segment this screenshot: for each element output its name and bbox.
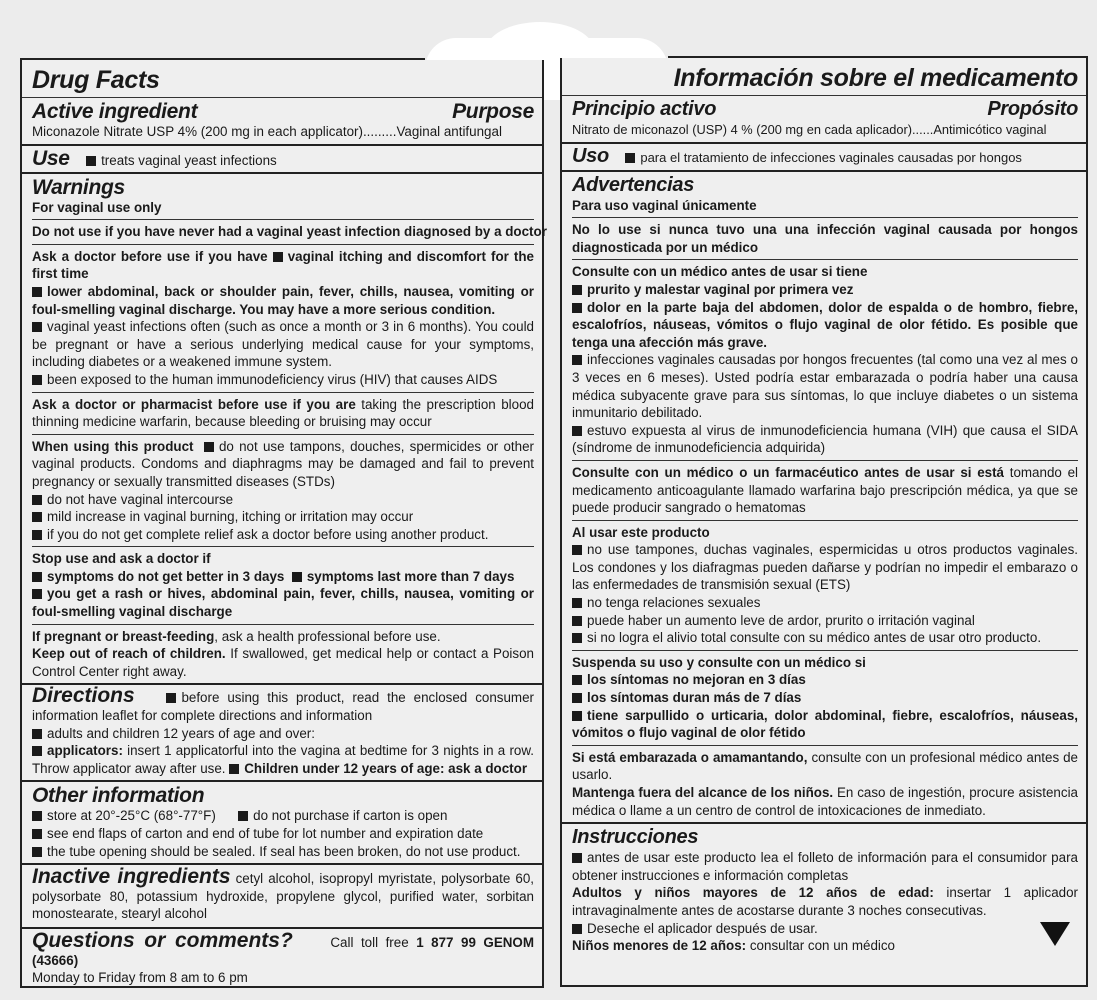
directions-item: insert 1 applicatorful into the vagina at bedtime for 3 nights in a row. Throw applicator away after use. <box>32 743 534 776</box>
warnings-section <box>562 170 1086 823</box>
phone-number[interactable]: 1 877 99 GENOM (43666) <box>32 934 534 968</box>
when-using-item: puede haber un aumento leve de ardor, prurito o irritación vaginal <box>587 612 975 628</box>
ask-pharmacist-block <box>32 392 534 431</box>
active-ingredient-heading: Principio activo <box>572 98 717 120</box>
bullet-icon <box>572 633 582 643</box>
pregnancy-block <box>32 624 534 681</box>
stop-use-item: you get a rash or hives, abdominal pain, fever, chills, nausea, vomiting or foul-smelling vaginal discharge <box>32 586 534 620</box>
bullet-icon <box>32 287 42 297</box>
bullet-icon <box>572 545 582 555</box>
keep-out-text: If swallowed, get medical help or contact a Poison Control Center right away. <box>32 646 534 679</box>
purpose-heading: Purpose <box>452 100 534 123</box>
children-under-12: Children under 12 years of age: ask a doctor <box>244 760 528 776</box>
other-info-item: do not purchase if carton is open <box>253 808 448 824</box>
when-using-item: if you do not get complete relief ask a doctor before using another product. <box>47 526 489 542</box>
use-text: treats vaginal yeast infections <box>101 152 277 168</box>
down-arrow-icon <box>1040 922 1070 946</box>
bullet-icon <box>572 675 582 685</box>
keep-out-lead: Keep out of reach of children. <box>32 646 226 662</box>
ask-doctor-item: vaginal itching and discomfort for the first time <box>32 248 535 282</box>
vaginal-use-only: For vaginal use only <box>32 199 162 215</box>
stop-use-block <box>32 546 534 620</box>
bullet-icon <box>32 847 42 857</box>
ask-pharmacist-block <box>572 460 1078 517</box>
ask-doctor-item: lower abdominal, back or shoulder pain, fever, chills, nausea, vomiting or foul-smelling vaginal discharge. You may have a more serious condition. <box>32 283 534 317</box>
pregnancy-text: consulte con un profesional médico antes de usarlo. <box>572 749 1079 783</box>
bullet-icon <box>292 572 302 582</box>
active-ingredient-heading: Active ingredient <box>32 100 198 123</box>
questions-heading: Questions or comments? <box>32 928 293 952</box>
bullet-icon <box>572 303 582 313</box>
inactive-ingredients-text: cetyl alcohol, isopropyl myristate, polysorbate 60, polysorbate 80, potassium hydroxide, propylene glycol, purified water, sorbitan monostearate, stearyl alcohol <box>32 871 534 922</box>
active-ingredient-line: Nitrato de miconazol (USP) 4 % (200 mg en cada aplicador)......Antimicótico vaginal <box>572 122 1047 137</box>
other-information-section <box>22 780 542 863</box>
directions-section <box>22 683 542 780</box>
bullet-icon <box>32 495 42 505</box>
when-using-item: no use tampones, duchas vaginales, espermicidas u otros productos vaginales. Los condones y los diafragmas pueden dañarse y podrían no impedir el embarazo o las enfermedades de transmisión sexual (ETS) <box>572 542 1078 593</box>
bullet-icon <box>572 924 582 934</box>
when-using-item: mild increase in vaginal burning, itching or irritation may occur <box>47 509 414 525</box>
directions-heading: Instrucciones <box>572 826 699 849</box>
bullet-icon <box>572 355 582 365</box>
stop-use-item: symptoms do not get better in 3 days <box>47 568 285 584</box>
bullet-icon <box>229 764 239 774</box>
warnings-heading: Warnings <box>32 175 125 199</box>
ask-doctor-item: infecciones vaginales causadas por hongos frecuentes (tal como una vez al mes o 3 veces en 6 meses). Usted podría estar embarazada o podría haber una causa médica subyacente grave para sus síntomas, lo que incluye diabetes o un sistema inmunitario debilitado. <box>572 352 1078 421</box>
bullet-icon <box>572 598 582 608</box>
ask-doctor-lead: Ask a doctor before use if you have <box>32 248 268 264</box>
bullet-icon <box>32 322 42 332</box>
ask-doctor-block <box>572 259 1078 457</box>
stop-use-item: los síntomas duran más de 7 días <box>587 690 802 706</box>
warnings-heading: Advertencias <box>572 173 695 196</box>
do-not-use: No lo use si nunca tuvo una una infección vaginal causada por hongos diagnosticada por un médico <box>572 217 1078 256</box>
ask-pharmacist-text: tomando el medicamento anticoagulante llamado warfarina bajo prescripción médica, ya que se puede producir sangrado o hematomas <box>572 464 1078 516</box>
pregnancy-text: , ask a health professional before use. <box>214 628 441 644</box>
vaginal-use-only: Para uso vaginal únicamente <box>572 197 757 213</box>
directions-item: insertar 1 aplicador intravaginalmente antes de acostarse durante 3 noches consecutivas. <box>572 885 1079 918</box>
when-using-item: do not have vaginal intercourse <box>47 491 234 507</box>
directions-section <box>562 822 1086 956</box>
bullet-icon <box>572 693 582 703</box>
inactive-ingredients-heading: Inactive ingredients <box>32 865 231 889</box>
when-using-lead: Al usar este producto <box>572 524 710 540</box>
use-heading: Use <box>32 146 70 170</box>
ask-doctor-item: estuvo expuesta al virus de inmunodeficiencia humana (VIH) que causa el SIDA (síndrome de inmunodeficiencia adquirida) <box>572 422 1078 456</box>
when-using-block <box>32 434 534 544</box>
other-information-heading: Other information <box>32 784 205 808</box>
title-section <box>562 58 1086 95</box>
drug-facts-panel-spanish <box>560 58 1088 987</box>
bullet-icon <box>572 711 582 721</box>
directions-item: before using this product, read the enclosed consumer information leaflet for complete directions and information <box>32 690 534 724</box>
panel-title: Drug Facts <box>32 66 160 94</box>
title-section <box>22 60 542 97</box>
other-info-item: store at 20°-25°C (68°-77°F) <box>47 808 216 824</box>
active-ingredient-line: Miconazole Nitrate USP 4% (200 mg in each applicator).........Vaginal antifungal <box>32 124 502 139</box>
bullet-icon <box>572 616 582 626</box>
stop-use-item: los síntomas no mejoran en 3 días <box>587 672 806 688</box>
when-using-item: no tenga relaciones sexuales <box>587 595 761 611</box>
use-section <box>22 144 542 172</box>
ask-doctor-item: dolor en la parte baja del abdomen, dolor de espalda o de hombro, fiebre, escalofríos, náuseas, vómitos o flujo vaginal de olor fétido. Es posible que tenga una afección más grave. <box>572 299 1078 350</box>
directions-item: antes de usar este producto lea el folleto de información para el consumidor para obtener instrucciones e información completas <box>572 850 1078 883</box>
ask-pharmacist-lead: Ask a doctor or pharmacist before use if you are <box>32 396 356 412</box>
bullet-icon <box>32 589 42 599</box>
hours: Monday to Friday from 8 am to 6 pm <box>32 970 248 986</box>
pregnancy-lead: Si está embarazada o amamantando, <box>572 749 808 765</box>
purpose-heading: Propósito <box>987 98 1078 120</box>
other-info-item: see end flaps of carton and end of tube for lot number and expiration date <box>47 826 484 841</box>
bullet-icon <box>572 285 582 295</box>
children-lead: Niños menores de 12 años: <box>572 938 747 954</box>
bullet-icon <box>625 153 635 163</box>
directions-item: Deseche el aplicador después de usar. <box>587 920 818 936</box>
bullet-icon <box>32 729 42 739</box>
call-toll-free: Call toll free <box>330 934 417 950</box>
ask-doctor-block <box>32 244 534 389</box>
directions-heading: Directions <box>32 684 135 708</box>
questions-section <box>22 927 542 987</box>
when-using-item: si no logra el alivio total consulte con su médico antes de usar otro producto. <box>587 630 1042 646</box>
panel-title: Información sobre el medicamento <box>673 64 1078 92</box>
warnings-section <box>22 172 547 684</box>
bullet-icon <box>32 811 42 821</box>
bullet-icon <box>32 572 42 582</box>
use-text: para el tratamiento de infecciones vaginales causadas por hongos <box>640 149 1022 165</box>
bullet-icon <box>32 375 42 385</box>
bullet-icon <box>32 829 42 839</box>
bullet-icon <box>204 442 214 452</box>
bullet-icon <box>273 252 283 262</box>
stop-use-item: symptoms last more than 7 days <box>306 568 515 584</box>
bullet-icon <box>572 853 582 863</box>
applicators-lead: applicators: <box>47 743 123 759</box>
inactive-ingredients-section <box>22 863 542 927</box>
when-using-lead: When using this product <box>32 438 194 454</box>
adults-lead: Adultos y niños mayores de 12 años de edad: <box>572 885 934 901</box>
ask-pharmacist-lead: Consulte con un médico o un farmacéutico antes de usar si está <box>572 464 1005 480</box>
bullet-icon <box>32 530 42 540</box>
ask-doctor-item: prurito y malestar vaginal por primera vez <box>587 281 854 297</box>
bullet-icon <box>572 426 582 436</box>
drug-facts-panel-english <box>20 60 547 988</box>
active-ingredient-section <box>22 98 542 144</box>
directions-item: consultar con un médico <box>746 938 896 954</box>
keep-out-text: En caso de ingestión, procure asistencia médica o llame a un centro de control de intoxicaciones de inmediato. <box>572 785 1078 818</box>
pregnancy-block <box>572 745 1078 819</box>
when-using-item: do not use tampons, douches, spermicides or other vaginal products. Condoms and diaphragms may be damaged and fail to prevent pregnancy or sexually transmitted diseases (STDs) <box>32 438 534 489</box>
stop-use-block <box>572 650 1078 742</box>
stop-use-lead: Suspenda su uso y consulte con un médico si <box>572 654 866 670</box>
active-ingredient-section <box>562 96 1086 142</box>
pregnancy-lead: If pregnant or breast-feeding <box>32 628 215 644</box>
bullet-icon <box>86 156 96 166</box>
ask-doctor-item: been exposed to the human immunodeficiency virus (HIV) that causes AIDS <box>47 371 498 387</box>
stop-use-lead: Stop use and ask a doctor if <box>32 551 211 567</box>
bullet-icon <box>32 746 42 756</box>
use-heading: Uso <box>572 144 609 167</box>
keep-out-lead: Mantenga fuera del alcance de los niños. <box>572 785 834 800</box>
ask-doctor-lead: Consulte con un médico antes de usar si tiene <box>572 264 868 280</box>
stop-use-item: tiene sarpullido o urticaria, dolor abdominal, fiebre, escalofríos, náuseas, vómitos o flujo vaginal de olor fétido <box>572 707 1078 741</box>
use-section <box>562 142 1086 170</box>
directions-item: adults and children 12 years of age and over: <box>47 725 315 741</box>
bullet-icon <box>166 693 176 703</box>
ask-pharmacist-text: taking the prescription blood thinning medicine warfarin, because bleeding or bruising may occur <box>32 396 534 430</box>
do-not-use: Do not use if you have never had a vaginal yeast infection diagnosed by a doctor <box>32 219 534 241</box>
bullet-icon <box>238 811 248 821</box>
ask-doctor-item: vaginal yeast infections often (such as once a month or 3 in 6 months). You could be pregnant or have a serious underlying medical cause for your symptoms, including diabetes or a weakened immune system. <box>32 319 534 370</box>
bullet-icon <box>32 512 42 522</box>
other-info-item: the tube opening should be sealed. If seal has been broken, do not use product. <box>47 843 521 859</box>
when-using-block <box>572 520 1078 647</box>
